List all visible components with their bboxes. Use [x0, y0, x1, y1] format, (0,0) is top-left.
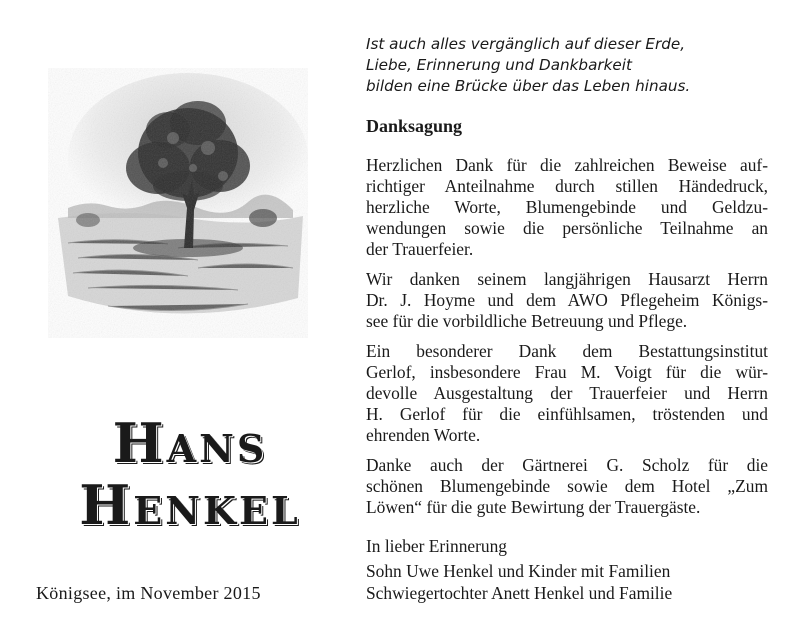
signer-line: Sohn Uwe Henkel und Kinder mit Familien — [366, 561, 671, 581]
heading-danksagung: Danksagung — [366, 116, 463, 136]
signers — [366, 560, 672, 604]
right-column — [364, 0, 772, 637]
paragraph-thanks — [366, 155, 768, 260]
motto-verse — [366, 34, 766, 97]
paragraph-line: der Trauerfeier. — [366, 239, 474, 259]
left-column — [0, 0, 330, 637]
paragraph-line: wendungen sowie die persönliche Teilnahme an — [366, 218, 768, 238]
motto-line: Ist auch alles vergänglich auf dieser Erde, — [366, 35, 686, 53]
paragraph-line: herzliche Worte, Blumengebinde und Geldzu- — [366, 197, 768, 217]
motto-line: Liebe, Erinnerung und Dankbarkeit — [366, 56, 632, 74]
paragraph-line: richtiger Anteilnahme durch stillen Händedruck, — [366, 176, 768, 196]
paragraph-florist-hotel — [366, 455, 768, 518]
paragraph-line: Ein besonderer Dank dem Bestattungsinstitut — [366, 341, 768, 361]
paragraph-line: Wir danken seinem langjährigen Hausarzt Herrn — [366, 269, 768, 289]
paragraph-line: ehrenden Worte. — [366, 425, 481, 445]
paragraph-line: devolle Ausgestaltung der Trauerfeier und Herrn — [366, 383, 768, 403]
paragraph-line: see für die vorbildliche Betreuung und Pflege. — [366, 311, 688, 331]
paragraph-line: Gerlof, insbesondere Frau M. Voigt für die wür- — [366, 362, 768, 382]
tree-landscape-icon — [48, 68, 308, 338]
closing-greeting: In lieber Erinnerung — [366, 536, 508, 556]
paragraph-line: Dr. J. Hoyme und dem AWO Pflegeheim Königs- — [366, 290, 768, 310]
paragraph-line: Herzlichen Dank für die zahlreichen Beweise auf- — [366, 155, 768, 175]
paragraph-doctor — [366, 269, 768, 332]
paragraph-line: Löwen“ für die gute Bewirtung der Trauergäste. — [366, 497, 701, 517]
paragraph-line: schönen Blumengebinde sowie dem Hotel „Zum — [366, 476, 768, 496]
paragraph-line: Danke auch der Gärtnerei G. Scholz für die — [366, 455, 768, 475]
paragraph-funeral-home — [366, 341, 768, 446]
deceased-last-name: Henkel — [79, 473, 301, 537]
place-date: Königsee, im November 2015 — [36, 583, 261, 603]
motto-line: bilden eine Brücke über das Leben hinaus. — [366, 77, 691, 95]
paragraph-line: H. Gerlof für die einfühlsamen, tröstenden und — [366, 404, 768, 424]
deceased-first-name: Hans — [112, 411, 268, 475]
signer-line: Schwiegertochter Anett Henkel und Familie — [366, 583, 673, 603]
